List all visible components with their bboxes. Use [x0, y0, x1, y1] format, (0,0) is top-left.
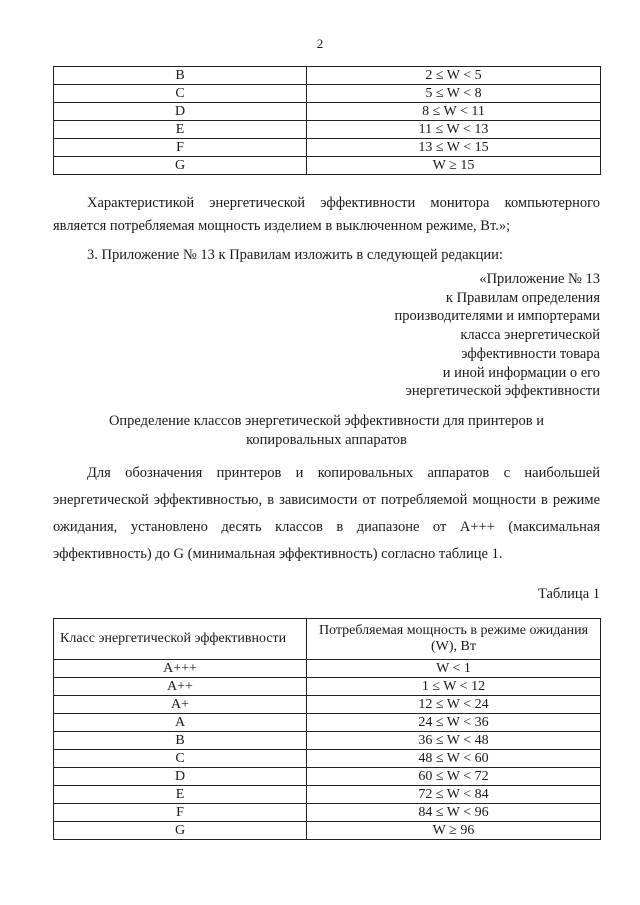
top-energy-class-table	[53, 66, 601, 175]
table-row	[54, 750, 601, 768]
power-cell: W < 1	[307, 660, 601, 678]
table-row	[54, 660, 601, 678]
table-row	[54, 139, 601, 157]
class-cell: E	[54, 121, 307, 139]
power-cell: 72 ≤ W < 84	[307, 786, 601, 804]
class-cell: F	[54, 804, 307, 822]
power-cell: 24 ≤ W < 36	[307, 714, 601, 732]
paragraph-class-description: Для обозначения принтеров и копировальных аппаратов с наибольшей энергетической эффективностью, в зависимости от потребляемой мощности в режиме ожидания, установлено десять классов в диапазоне от A+++ (максимальная эффективность) до G (минимальная эффективность) согласно таблице 1.	[53, 465, 600, 562]
table-header-row	[54, 619, 601, 660]
class-cell: E	[54, 786, 307, 804]
table-row	[54, 822, 601, 840]
power-cell: 48 ≤ W < 60	[307, 750, 601, 768]
class-cell: C	[54, 750, 307, 768]
class-cell: G	[54, 822, 307, 840]
class-cell: A	[54, 714, 307, 732]
class-cell: A+++	[54, 660, 307, 678]
appendix-header-line: к Правилам определения	[445, 289, 600, 306]
table-row	[54, 103, 601, 121]
paragraph-appendix-instruction: 3. Приложение № 13 к Правилам изложить в следующей редакции:	[87, 247, 503, 263]
appendix-header-line: и иной информации о его	[442, 364, 600, 381]
power-cell: 2 ≤ W < 5	[307, 67, 601, 85]
appendix-header	[395, 270, 601, 401]
power-cell: 13 ≤ W < 15	[307, 139, 601, 157]
power-cell: 1 ≤ W < 12	[307, 678, 601, 696]
appendix-header-line: эффективности товара	[461, 345, 600, 362]
power-cell: 5 ≤ W < 8	[307, 85, 601, 103]
table-row	[54, 714, 601, 732]
power-cell: 11 ≤ W < 13	[307, 121, 601, 139]
class-cell: A+	[54, 696, 307, 714]
power-cell: 60 ≤ W < 72	[307, 768, 601, 786]
class-cell: F	[54, 139, 307, 157]
table-row	[54, 768, 601, 786]
table-row	[54, 696, 601, 714]
appendix-header-line: класса энергетической	[460, 327, 600, 344]
section-heading-line: Определение классов энергетической эффективности для принтеров и	[108, 413, 545, 429]
table-caption: Таблица 1	[537, 586, 600, 602]
power-cell: 84 ≤ W < 96	[307, 804, 601, 822]
power-cell: 12 ≤ W < 24	[307, 696, 601, 714]
class-cell: B	[54, 732, 307, 750]
appendix-header-line: производителями и импортерами	[394, 308, 600, 325]
table-row	[54, 804, 601, 822]
table-row	[54, 732, 601, 750]
class-cell: G	[54, 157, 307, 175]
power-cell: W ≥ 15	[307, 157, 601, 175]
header-power-cell: Потребляемая мощность в режиме ожидания (W), Вт	[307, 619, 601, 660]
class-cell: D	[54, 768, 307, 786]
class-cell: B	[54, 67, 307, 85]
class-cell: A++	[54, 678, 307, 696]
class-cell: C	[54, 85, 307, 103]
appendix-header-line: энергетической эффективности	[405, 383, 600, 400]
appendix-header-line: «Приложение № 13	[479, 271, 600, 287]
power-cell: 8 ≤ W < 11	[307, 103, 601, 121]
section-heading	[53, 412, 600, 449]
main-energy-class-table	[53, 618, 601, 840]
power-cell: 36 ≤ W < 48	[307, 732, 601, 750]
table-row	[54, 157, 601, 175]
page-number: 2	[316, 36, 324, 51]
power-cell: W ≥ 96	[307, 822, 601, 840]
table-row	[54, 786, 601, 804]
class-cell: D	[54, 103, 307, 121]
section-heading-line: копировальных аппаратов	[246, 431, 407, 448]
table-row	[54, 678, 601, 696]
header-class-cell: Класс энергетической эффективности	[54, 619, 307, 660]
table-row	[54, 85, 601, 103]
table-row	[54, 67, 601, 85]
table-row	[54, 121, 601, 139]
paragraph-monitor-characteristic: Характеристикой энергетической эффективности монитора компьютерного является потребляемая мощность изделием в выключенном режиме, Вт.»;	[53, 195, 600, 234]
